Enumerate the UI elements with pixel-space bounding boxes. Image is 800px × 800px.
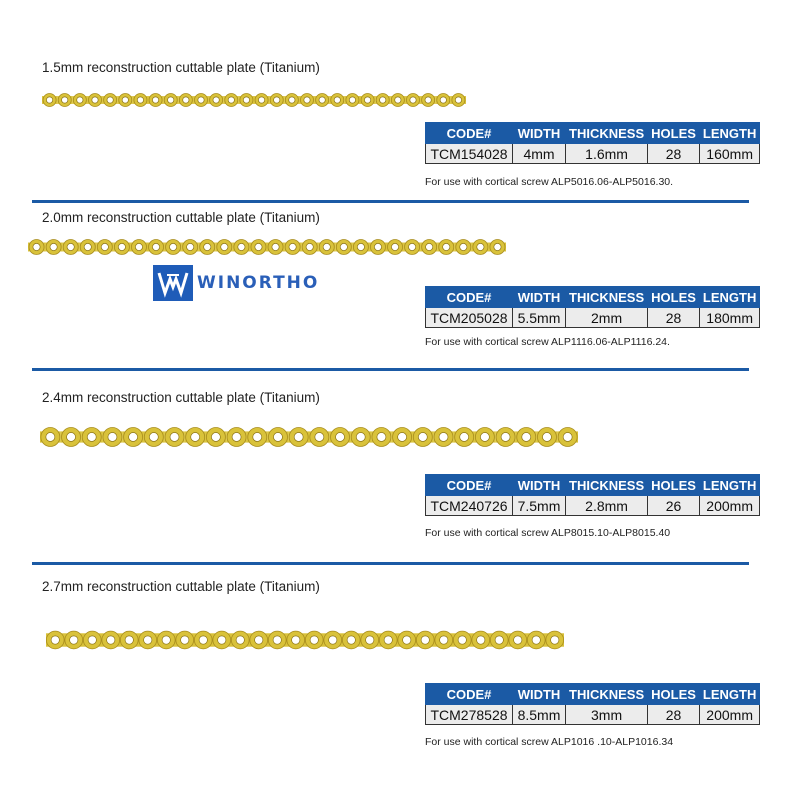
plate-hole	[377, 433, 386, 442]
plate-hole	[255, 636, 263, 644]
table-header-row	[426, 123, 760, 144]
plate-hole	[101, 243, 108, 250]
plate-hole	[380, 97, 386, 103]
plate-hole	[152, 243, 159, 250]
plate-hole	[243, 97, 249, 103]
plate-hole	[272, 243, 279, 250]
header-thickness: THICKNESS	[566, 123, 648, 144]
cell-holes: 28	[648, 308, 700, 328]
header-code: CODE#	[426, 287, 513, 308]
cell-length: 160mm	[699, 144, 759, 164]
plate-hole	[440, 97, 446, 103]
plate-hole	[87, 433, 96, 442]
plate-hole	[162, 636, 170, 644]
plate-hole	[46, 433, 55, 442]
header-holes: HOLES	[648, 684, 700, 705]
plate-hole	[274, 97, 280, 103]
header-holes: HOLES	[648, 123, 700, 144]
cell-width: 7.5mm	[513, 496, 566, 516]
table-header-row	[426, 287, 760, 308]
plate-hole	[129, 433, 138, 442]
plate-hole	[211, 433, 220, 442]
header-thickness: THICKNESS	[566, 684, 648, 705]
table-row	[426, 144, 760, 164]
header-code: CODE#	[426, 475, 513, 496]
plate-hole	[329, 636, 337, 644]
plate-hole	[440, 636, 448, 644]
header-holes: HOLES	[648, 287, 700, 308]
plate-hole	[551, 636, 559, 644]
winortho-logo-icon	[153, 265, 193, 301]
plate-hole	[319, 97, 325, 103]
header-length: LENGTH	[699, 123, 759, 144]
plate-hole	[294, 433, 303, 442]
table-header-row	[426, 684, 760, 705]
plate-hole	[253, 433, 262, 442]
plate-hole	[67, 433, 76, 442]
plate-hole	[144, 636, 152, 644]
plate-hole	[418, 433, 427, 442]
plate-hole	[88, 636, 96, 644]
spec-table	[425, 122, 760, 164]
section-title: 1.5mm reconstruction cuttable plate (Titanium)	[42, 60, 320, 75]
header-holes: HOLES	[648, 475, 700, 496]
plate-hole	[349, 97, 355, 103]
plate-hole	[183, 97, 189, 103]
plate-hole	[199, 636, 207, 644]
plate-hole	[458, 636, 466, 644]
cell-code: TCM278528	[426, 705, 513, 725]
plate-hole	[421, 636, 429, 644]
plate-hole	[357, 243, 364, 250]
plate-hole	[51, 636, 59, 644]
plate-hole	[198, 97, 204, 103]
plate-hole	[204, 243, 211, 250]
cell-code: TCM240726	[426, 496, 513, 516]
header-width: WIDTH	[513, 475, 566, 496]
plate-hole	[122, 97, 128, 103]
plate-hole	[495, 636, 503, 644]
screw-note: For use with cortical screw ALP1116.06-ALP1116.24.	[425, 336, 670, 348]
section-title: 2.4mm reconstruction cuttable plate (Titanium)	[42, 390, 320, 405]
table-header-row	[426, 475, 760, 496]
brand-name: WINORTHO	[197, 273, 320, 293]
plate-hole	[364, 97, 370, 103]
table-row	[426, 496, 760, 516]
plate-hole	[273, 636, 281, 644]
plate-hole	[221, 243, 228, 250]
table-row	[426, 705, 760, 725]
header-thickness: THICKNESS	[566, 287, 648, 308]
screw-note: For use with cortical screw ALP5016.06-ALP5016.30.	[425, 176, 674, 188]
cell-length: 200mm	[699, 496, 759, 516]
plate-hole	[410, 97, 416, 103]
plate-hole	[398, 433, 407, 442]
cell-thickness: 2.8mm	[566, 496, 648, 516]
plate-hole	[77, 97, 83, 103]
plate-hole	[425, 97, 431, 103]
plate-hole	[213, 97, 219, 103]
header-width: WIDTH	[513, 123, 566, 144]
section-divider	[32, 368, 749, 371]
plate-hole	[50, 243, 57, 250]
plate-hole	[477, 243, 484, 250]
cell-thickness: 3mm	[566, 705, 648, 725]
plate-hole	[255, 243, 262, 250]
brand-logo	[153, 265, 319, 301]
plate-hole	[542, 433, 551, 442]
plate-hole	[149, 433, 158, 442]
plate-hole	[67, 243, 74, 250]
header-code: CODE#	[426, 684, 513, 705]
plate-hole	[135, 243, 142, 250]
section-title: 2.0mm reconstruction cuttable plate (Titanium)	[42, 210, 320, 225]
header-width: WIDTH	[513, 684, 566, 705]
plate-hole	[374, 243, 381, 250]
plate-hole	[170, 243, 177, 250]
plate-hole	[460, 433, 469, 442]
plate-hole	[137, 97, 143, 103]
plate-hole	[228, 97, 234, 103]
plate-hole	[218, 636, 226, 644]
plate-hole	[33, 243, 40, 250]
cell-length: 180mm	[699, 308, 759, 328]
plate-hole	[187, 243, 194, 250]
plate-hole	[395, 97, 401, 103]
plate-hole	[152, 97, 158, 103]
header-width: WIDTH	[513, 287, 566, 308]
plate-hole	[46, 97, 52, 103]
plate-hole	[384, 636, 392, 644]
plate-hole	[273, 433, 282, 442]
plate-hole	[460, 243, 467, 250]
plate-hole	[514, 636, 522, 644]
cell-thickness: 2mm	[566, 308, 648, 328]
plate-hole	[494, 243, 501, 250]
plate-hole	[236, 636, 244, 644]
cell-length: 200mm	[699, 705, 759, 725]
cell-thickness: 1.6mm	[566, 144, 648, 164]
plate-hole	[501, 433, 510, 442]
plate-hole	[310, 636, 318, 644]
plate-hole	[170, 433, 179, 442]
header-length: LENGTH	[699, 684, 759, 705]
plate-hole	[409, 243, 416, 250]
plate-hole	[118, 243, 125, 250]
plate-hole	[304, 97, 310, 103]
cell-width: 4mm	[513, 144, 566, 164]
plate-hole	[403, 636, 411, 644]
cell-holes: 26	[648, 496, 700, 516]
plate-hole	[366, 636, 374, 644]
plate-hole	[125, 636, 133, 644]
table-row	[426, 308, 760, 328]
plate-hole	[181, 636, 189, 644]
header-length: LENGTH	[699, 287, 759, 308]
plate-hole	[108, 433, 117, 442]
plate-hole	[84, 243, 91, 250]
section-divider	[32, 562, 749, 565]
plate-hole	[336, 433, 345, 442]
plate-hole	[391, 243, 398, 250]
plate-hole	[168, 97, 174, 103]
plate-hole	[480, 433, 489, 442]
section-divider	[32, 200, 749, 203]
plate-hole	[439, 433, 448, 442]
section-title: 2.7mm reconstruction cuttable plate (Titanium)	[42, 579, 320, 594]
plate-hole	[334, 97, 340, 103]
header-thickness: THICKNESS	[566, 475, 648, 496]
cell-code: TCM154028	[426, 144, 513, 164]
plate-hole	[258, 97, 264, 103]
plate-hole	[426, 243, 433, 250]
plate-hole	[232, 433, 241, 442]
plate-hole	[315, 433, 324, 442]
header-code: CODE#	[426, 123, 513, 144]
screw-note: For use with cortical screw ALP1016 .10-ALP1016.34	[425, 736, 674, 748]
plate-hole	[340, 243, 347, 250]
cell-code: TCM205028	[426, 308, 513, 328]
spec-table	[425, 286, 760, 328]
plate-hole	[306, 243, 313, 250]
plate-hole	[356, 433, 365, 442]
plate-hole	[347, 636, 355, 644]
plate-hole	[238, 243, 245, 250]
cell-width: 5.5mm	[513, 308, 566, 328]
plate-image	[40, 427, 578, 447]
cell-holes: 28	[648, 705, 700, 725]
cell-width: 8.5mm	[513, 705, 566, 725]
plate-hole	[107, 636, 115, 644]
plate-hole	[532, 636, 540, 644]
plate-image	[28, 239, 506, 255]
plate-hole	[443, 243, 450, 250]
plate-hole	[292, 636, 300, 644]
plate-hole	[563, 433, 572, 442]
plate-hole	[289, 243, 296, 250]
plate-hole	[191, 433, 200, 442]
screw-note: For use with cortical screw ALP8015.10-ALP8015.40	[425, 527, 671, 539]
plate-hole	[92, 97, 98, 103]
plate-hole	[323, 243, 330, 250]
cell-holes: 28	[648, 144, 700, 164]
plate-hole	[62, 97, 68, 103]
plate-hole	[522, 433, 531, 442]
spec-table	[425, 474, 760, 516]
plate-hole	[455, 97, 461, 103]
plate-image	[42, 93, 466, 107]
plate-image	[46, 628, 564, 652]
plate-hole	[70, 636, 78, 644]
plate-hole	[477, 636, 485, 644]
spec-table	[425, 683, 760, 725]
plate-hole	[107, 97, 113, 103]
plate-hole	[289, 97, 295, 103]
header-length: LENGTH	[699, 475, 759, 496]
